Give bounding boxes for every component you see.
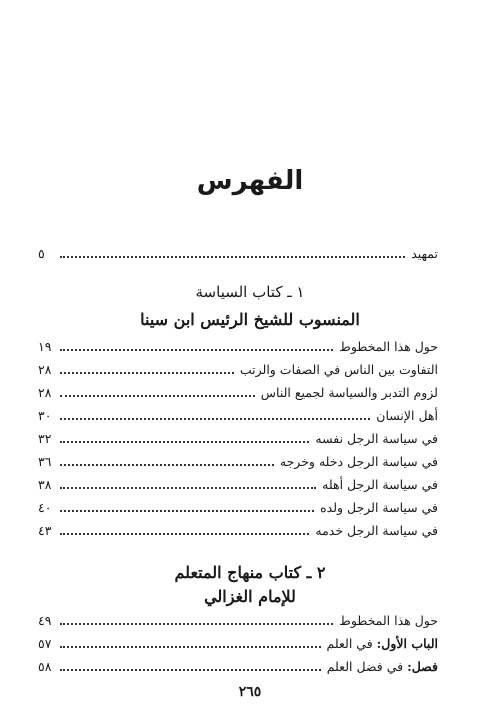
section-heading: ٢ ـ كتاب منهاج المتعلم [174, 563, 326, 582]
toc-entry [38, 473, 438, 495]
toc-entry [38, 358, 438, 380]
toc-page-number: ٣٠ [38, 407, 52, 423]
page-number: ٢٦٥ [238, 684, 262, 700]
toc-page-number: ٥ [38, 245, 45, 261]
leader-dots [60, 256, 405, 258]
toc-entry [38, 335, 438, 357]
section-subheading: المنسوب للشيخ الرئيس ابن سينا [140, 310, 360, 329]
toc-entry-label [327, 659, 438, 674]
leader-dots [60, 510, 314, 512]
leader-dots [60, 646, 321, 648]
section-subheading: للإمام الغزالي [204, 587, 296, 606]
toc-entry [38, 519, 438, 541]
toc-entry-label [327, 636, 438, 651]
leader-dots [60, 441, 309, 443]
toc-entry-label: في سياسة الرجل أهله [322, 476, 438, 492]
toc-entry-label: التفاوت بين الناس في الصفات والرتب [239, 361, 438, 377]
toc-entry-label: تمهيد [411, 245, 438, 261]
toc-entry [38, 496, 438, 518]
toc-page-number: ٥٧ [38, 635, 52, 651]
toc-entry [38, 609, 438, 631]
section-heading: ١ ـ كتاب السياسة [195, 283, 305, 301]
toc-page-number: ٤٩ [38, 612, 52, 628]
toc-entry-label: أهل الإنسان [376, 407, 438, 423]
toc-entry [38, 404, 438, 426]
leader-dots [60, 487, 316, 489]
leader-dots [60, 533, 309, 535]
leader-dots [60, 349, 333, 351]
toc-entry-text: في فضل العلم [326, 658, 408, 674]
toc-entry [38, 450, 438, 472]
toc-entry-label: في سياسة الرجل نفسه [315, 430, 438, 446]
toc-entry-label: لزوم التدبر والسياسة لجميع الناس [260, 384, 438, 400]
toc-page-number: ٥٨ [38, 658, 52, 674]
toc-entry-label: في سياسة الرجل ولده [320, 499, 438, 515]
toc-entry-label: في سياسة الرجل خدمه [315, 522, 438, 538]
toc-entry-label: في سياسة الرجل دخله وخرجه [279, 453, 438, 469]
toc-entry-text: في العلم [326, 635, 377, 651]
toc-entry [38, 381, 438, 403]
toc-entry-intro [38, 242, 438, 264]
toc-entry [38, 632, 438, 654]
toc-entry-label: حول هذا المخطوط [339, 338, 438, 354]
toc-entry-prefix: فصل: [407, 658, 438, 674]
leader-dots [60, 418, 370, 420]
toc-page-number: ٢٨ [38, 384, 52, 400]
leader-dots [60, 372, 234, 374]
toc-page-number: ٣٦ [38, 453, 52, 469]
toc-entry-label: حول هذا المخطوط [339, 612, 438, 628]
leader-dots [60, 669, 321, 671]
toc-entry [38, 655, 448, 677]
page-title: الفهرس [196, 166, 304, 196]
leader-dots [60, 464, 274, 466]
toc-page-number: ٣٢ [38, 430, 52, 446]
toc-page-number: ٤٣ [38, 522, 52, 538]
toc-entry [38, 427, 438, 449]
toc-entry-prefix: الباب الأول: [376, 635, 438, 651]
toc-page-number: ١٩ [38, 338, 52, 354]
toc-page-number: ٣٨ [38, 476, 52, 492]
leader-dots [60, 623, 333, 625]
toc-page-number: ٤٠ [38, 499, 52, 515]
toc-page-number: ٢٨ [38, 361, 52, 377]
leader-dots [60, 395, 255, 397]
